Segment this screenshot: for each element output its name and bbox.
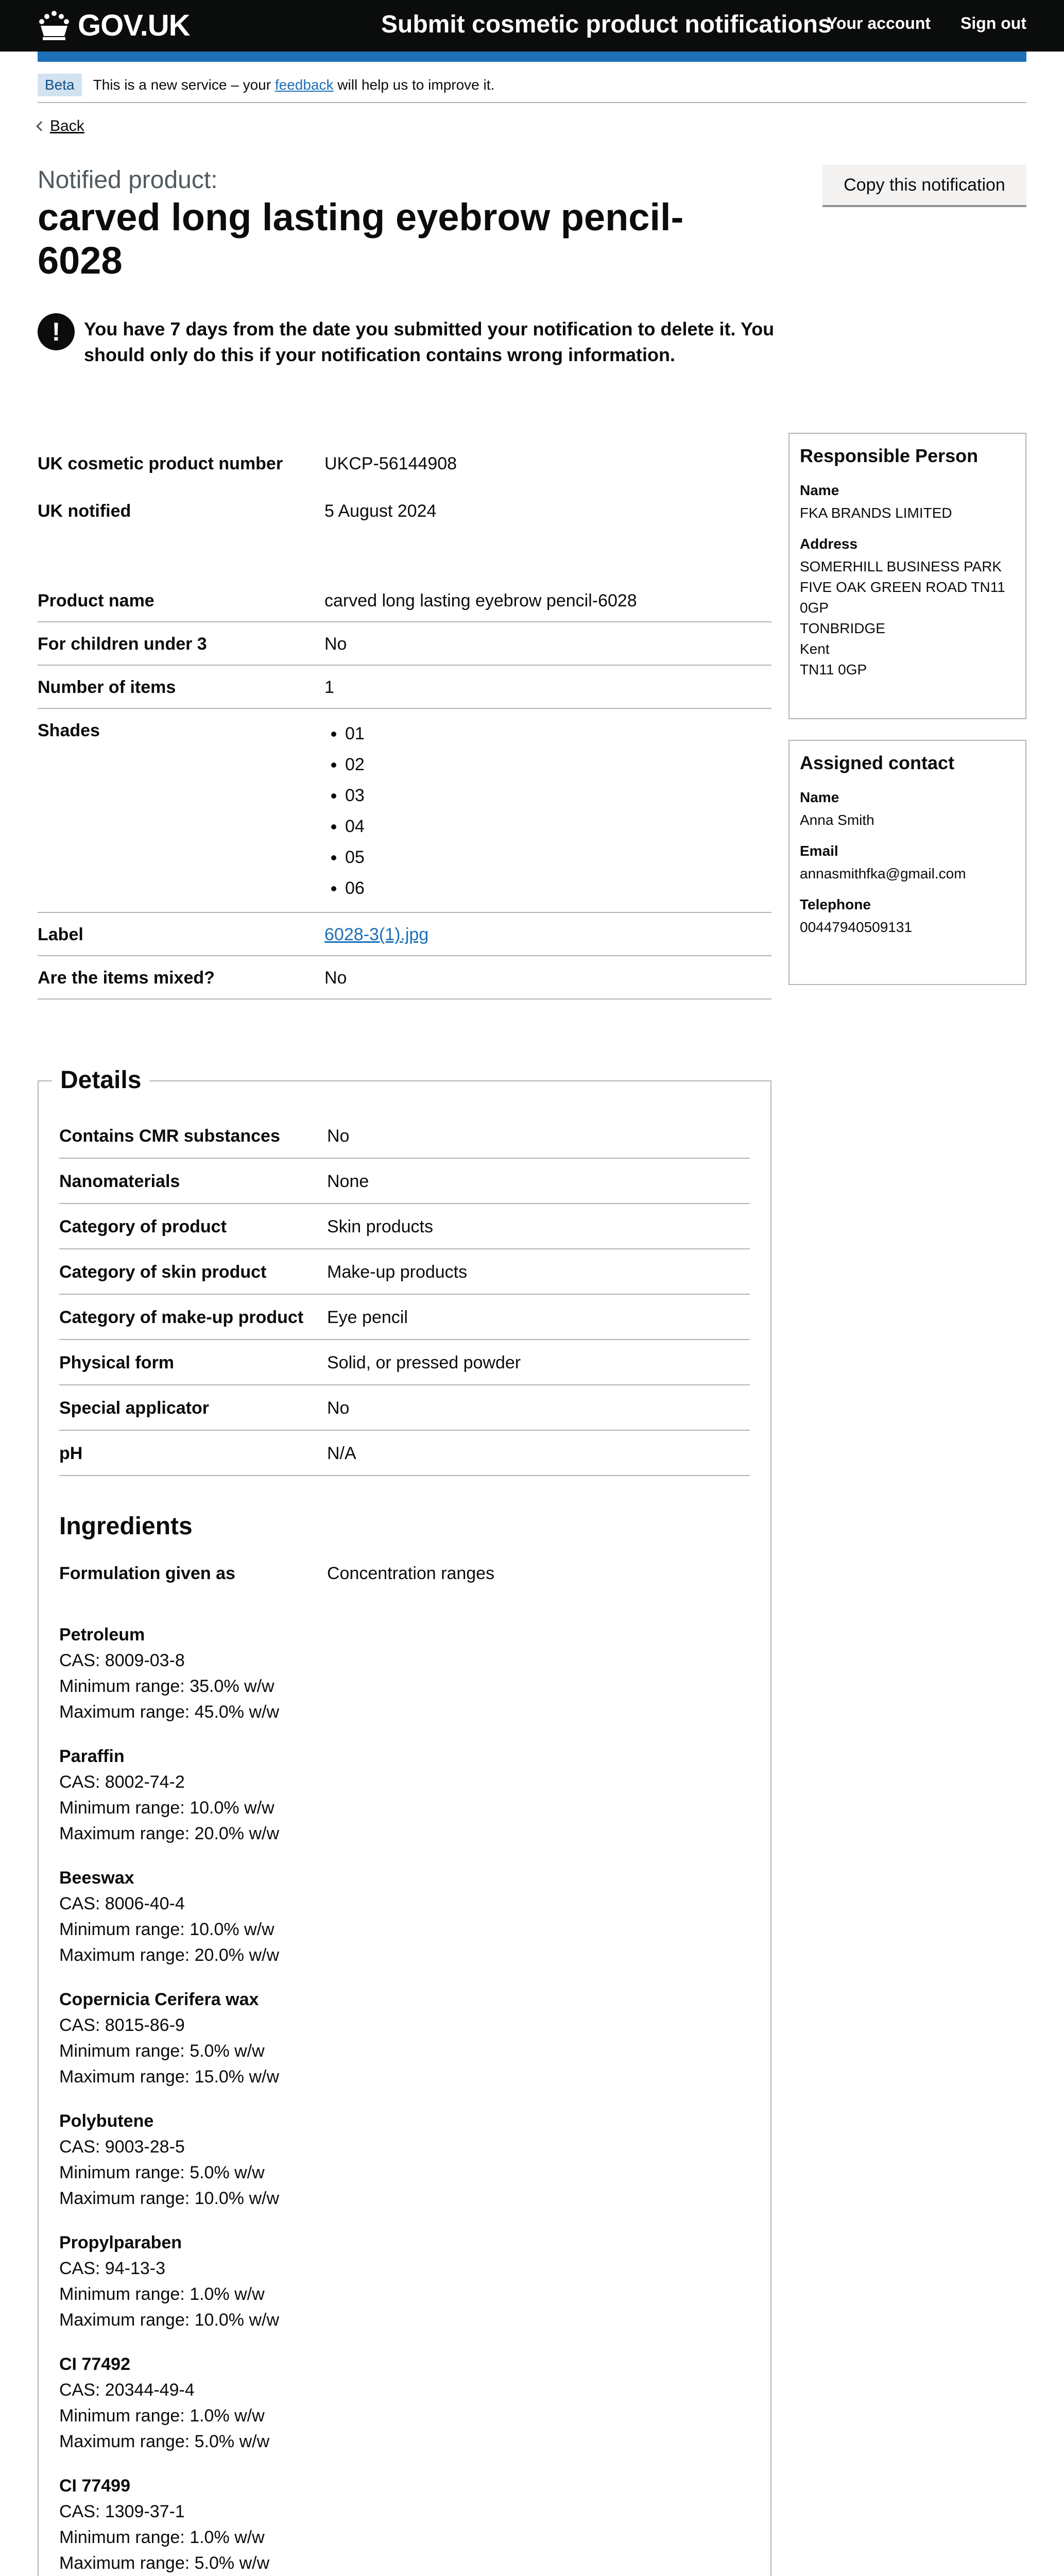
address-line: Kent [800,641,830,657]
address-line: TONBRIDGE [800,620,885,636]
your-account-link[interactable]: Your account [826,14,931,32]
details-key: Physical form [59,1353,174,1372]
assigned-contact-title: Assigned contact [800,752,955,773]
details-key: Contains CMR substances [59,1126,280,1146]
list-item: • 02 [345,749,365,780]
summary-row-ukcp [38,442,771,484]
summary-value: 1 [324,677,334,697]
shades-list [324,718,365,904]
ingredient-max: Maximum range: 20.0% w/w [59,1824,280,1843]
details-value: Solid, or pressed powder [327,1353,521,1372]
contact-email-label: Email [800,843,838,859]
summary-key: For children under 3 [38,634,207,654]
ingredient-cas: CAS: 8006-40-4 [59,1894,185,1913]
ingredient-min: Minimum range: 5.0% w/w [59,2163,265,2182]
details-row-applicator [59,1385,750,1431]
warning-message: You have 7 days from the date you submitted your notification to delete it. You should only do this if your notification contains wrong information. [84,318,775,365]
details-row-physical-form [59,1340,750,1385]
ingredient-name: Polybutene [59,2111,154,2131]
address-line: TN11 0GP [800,662,867,677]
govuk-logo-link[interactable] [38,7,190,43]
summary-row-shades [38,709,771,913]
details-value: Make-up products [327,1262,468,1282]
feedback-link[interactable]: feedback [274,77,334,93]
rp-name: FKA BRANDS LIMITED [800,505,952,521]
ingredient-item [59,1622,750,1725]
ingredient-cas: CAS: 20344-49-4 [59,2380,195,2400]
address-line: FIVE OAK GREEN ROAD TN11 [800,579,1005,595]
ingredient-cas: CAS: 8015-86-9 [59,2015,185,2035]
ingredient-item [59,2230,750,2333]
ingredient-min: Minimum range: 10.0% w/w [59,1798,274,1818]
summary-row-items [38,666,771,709]
chevron-left-icon [36,121,46,131]
summary-row-product-name [38,579,771,622]
page-title: carved long lasting eyebrow pencil-6028 [38,196,684,282]
ingredient-max: Maximum range: 45.0% w/w [59,1702,280,1722]
summary-value: carved long lasting eyebrow pencil-6028 [324,591,637,611]
ingredient-min: Minimum range: 1.0% w/w [59,2284,265,2304]
formulation-key: Formulation given as [59,1564,235,1583]
details-key: pH [59,1444,83,1463]
ingredient-cas: CAS: 94-13-3 [59,2259,165,2278]
ingredient-name: Petroleum [59,1625,145,1645]
ingredient-max: Maximum range: 5.0% w/w [59,2553,270,2573]
details-value: No [327,1398,350,1418]
site-header [0,0,1064,52]
phase-banner-text [93,77,495,93]
ingredient-item [59,1987,750,2090]
contact-email: annasmithfka@gmail.com [800,866,966,882]
details-key: Nanomaterials [59,1172,180,1191]
phase-banner [38,68,1026,103]
summary-row-mixed [38,956,771,999]
details-legend: Details [52,1066,149,1094]
summary-key: Product name [38,591,155,611]
address-line: 0GP [800,600,829,616]
details-row-category [59,1204,750,1249]
ingredient-name: Copernicia Cerifera wax [59,1990,259,2009]
phase-text-after: will help us to improve it. [337,77,495,93]
ingredient-name: CI 77499 [59,2476,130,2496]
ingredients-heading: Ingredients [59,1513,193,1540]
responsible-person-card [788,433,1026,719]
summary-value: 5 August 2024 [324,501,437,521]
summary-list-notification [38,442,771,532]
list-item: • 05 [345,842,365,873]
ingredient-item [59,2351,750,2454]
ingredient-name: Paraffin [59,1747,125,1766]
label-image-link[interactable]: 6028-3(1).jpg [324,925,429,944]
summary-key: Number of items [38,677,176,697]
ingredient-name: Beeswax [59,1868,134,1888]
details-value: No [327,1126,350,1146]
beta-tag: Beta [38,74,82,96]
ingredient-max: Maximum range: 10.0% w/w [59,2310,280,2330]
summary-key: Are the items mixed? [38,968,215,988]
header-blue-bar [38,52,1026,62]
ingredient-cas: CAS: 9003-28-5 [59,2137,185,2157]
details-row-ph [59,1431,750,1476]
ingredient-cas: CAS: 8009-03-8 [59,1651,185,1670]
contact-telephone-label: Telephone [800,896,871,912]
logo-text: GOV.UK [78,8,190,42]
warning-icon: ! [38,313,75,350]
ingredient-min: Minimum range: 10.0% w/w [59,1920,274,1939]
contact-name: Anna Smith [800,812,874,828]
summary-value: No [324,968,347,988]
ingredient-max: Maximum range: 10.0% w/w [59,2189,280,2208]
page-caption: Notified product: [38,166,218,194]
crown-icon [38,10,71,40]
summary-value: UKCP-56144908 [324,454,457,473]
details-row-nanomaterials [59,1159,750,1204]
details-value: N/A [327,1444,356,1463]
summary-list-product [38,579,771,999]
ingredient-max: Maximum range: 20.0% w/w [59,1945,280,1965]
contact-name-label: Name [800,789,839,805]
service-name[interactable]: Submit cosmetic product notifications [381,11,832,38]
shades-value [324,718,365,904]
summary-key: Label [38,925,83,944]
details-value: Skin products [327,1217,433,1236]
back-link[interactable]: Back [50,117,84,134]
details-key: Category of skin product [59,1262,267,1282]
ingredient-item [59,1865,750,1968]
list-item: • 06 [345,873,365,904]
rp-address-label: Address [800,536,858,552]
ingredient-cas: CAS: 1309-37-1 [59,2502,185,2521]
ingredient-max: Maximum range: 5.0% w/w [59,2432,270,2451]
list-item: • 01 [345,718,365,749]
details-value: Eye pencil [327,1308,408,1327]
details-key: Category of make-up product [59,1308,304,1327]
phase-text-before: This is a new service – your [93,77,271,93]
ingredient-item [59,1743,750,1846]
list-item: • 03 [345,780,365,811]
summary-key: UK cosmetic product number [38,454,283,473]
details-row-cmr [59,1113,750,1159]
back-link-container [38,117,84,135]
ingredient-min: Minimum range: 35.0% w/w [59,1676,274,1696]
address-line: SOMERHILL BUSINESS PARK [800,558,1002,574]
ingredient-item [59,2108,750,2211]
responsible-person-title: Responsible Person [800,445,979,466]
details-fieldset [38,1066,771,2576]
summary-value [324,922,428,947]
formulation-value: Concentration ranges [327,1564,495,1583]
ingredient-item [59,2473,750,2576]
details-key: Category of product [59,1217,227,1236]
summary-key: Shades [38,721,100,740]
summary-row-label [38,913,771,956]
summary-row-children [38,622,771,666]
summary-key: UK notified [38,501,131,521]
assigned-contact-card [788,740,1026,985]
ingredient-name: CI 77492 [59,2354,130,2374]
ingredient-min: Minimum range: 1.0% w/w [59,2528,265,2547]
summary-value: No [324,634,347,654]
ingredient-max: Maximum range: 15.0% w/w [59,2067,280,2087]
ingredient-min: Minimum range: 1.0% w/w [59,2406,265,2426]
rp-name-label: Name [800,482,839,498]
header-nav [827,14,1026,33]
details-row-skin-category [59,1249,750,1295]
list-item: • 04 [345,811,365,842]
rp-address [800,556,1015,680]
details-key: Special applicator [59,1398,209,1418]
details-value: None [327,1172,369,1191]
contact-telephone: 00447940509131 [800,919,913,935]
details-row-makeup-category [59,1295,750,1340]
ingredient-name: Propylparaben [59,2233,182,2252]
ingredient-cas: CAS: 8002-74-2 [59,1772,185,1792]
warning-text [38,313,790,368]
sign-out-link[interactable]: Sign out [960,14,1026,32]
summary-row-uk-notified [38,484,771,532]
formulation-row [59,1561,750,1586]
ingredient-min: Minimum range: 5.0% w/w [59,2041,265,2061]
copy-notification-button[interactable]: Copy this notification [822,165,1026,205]
